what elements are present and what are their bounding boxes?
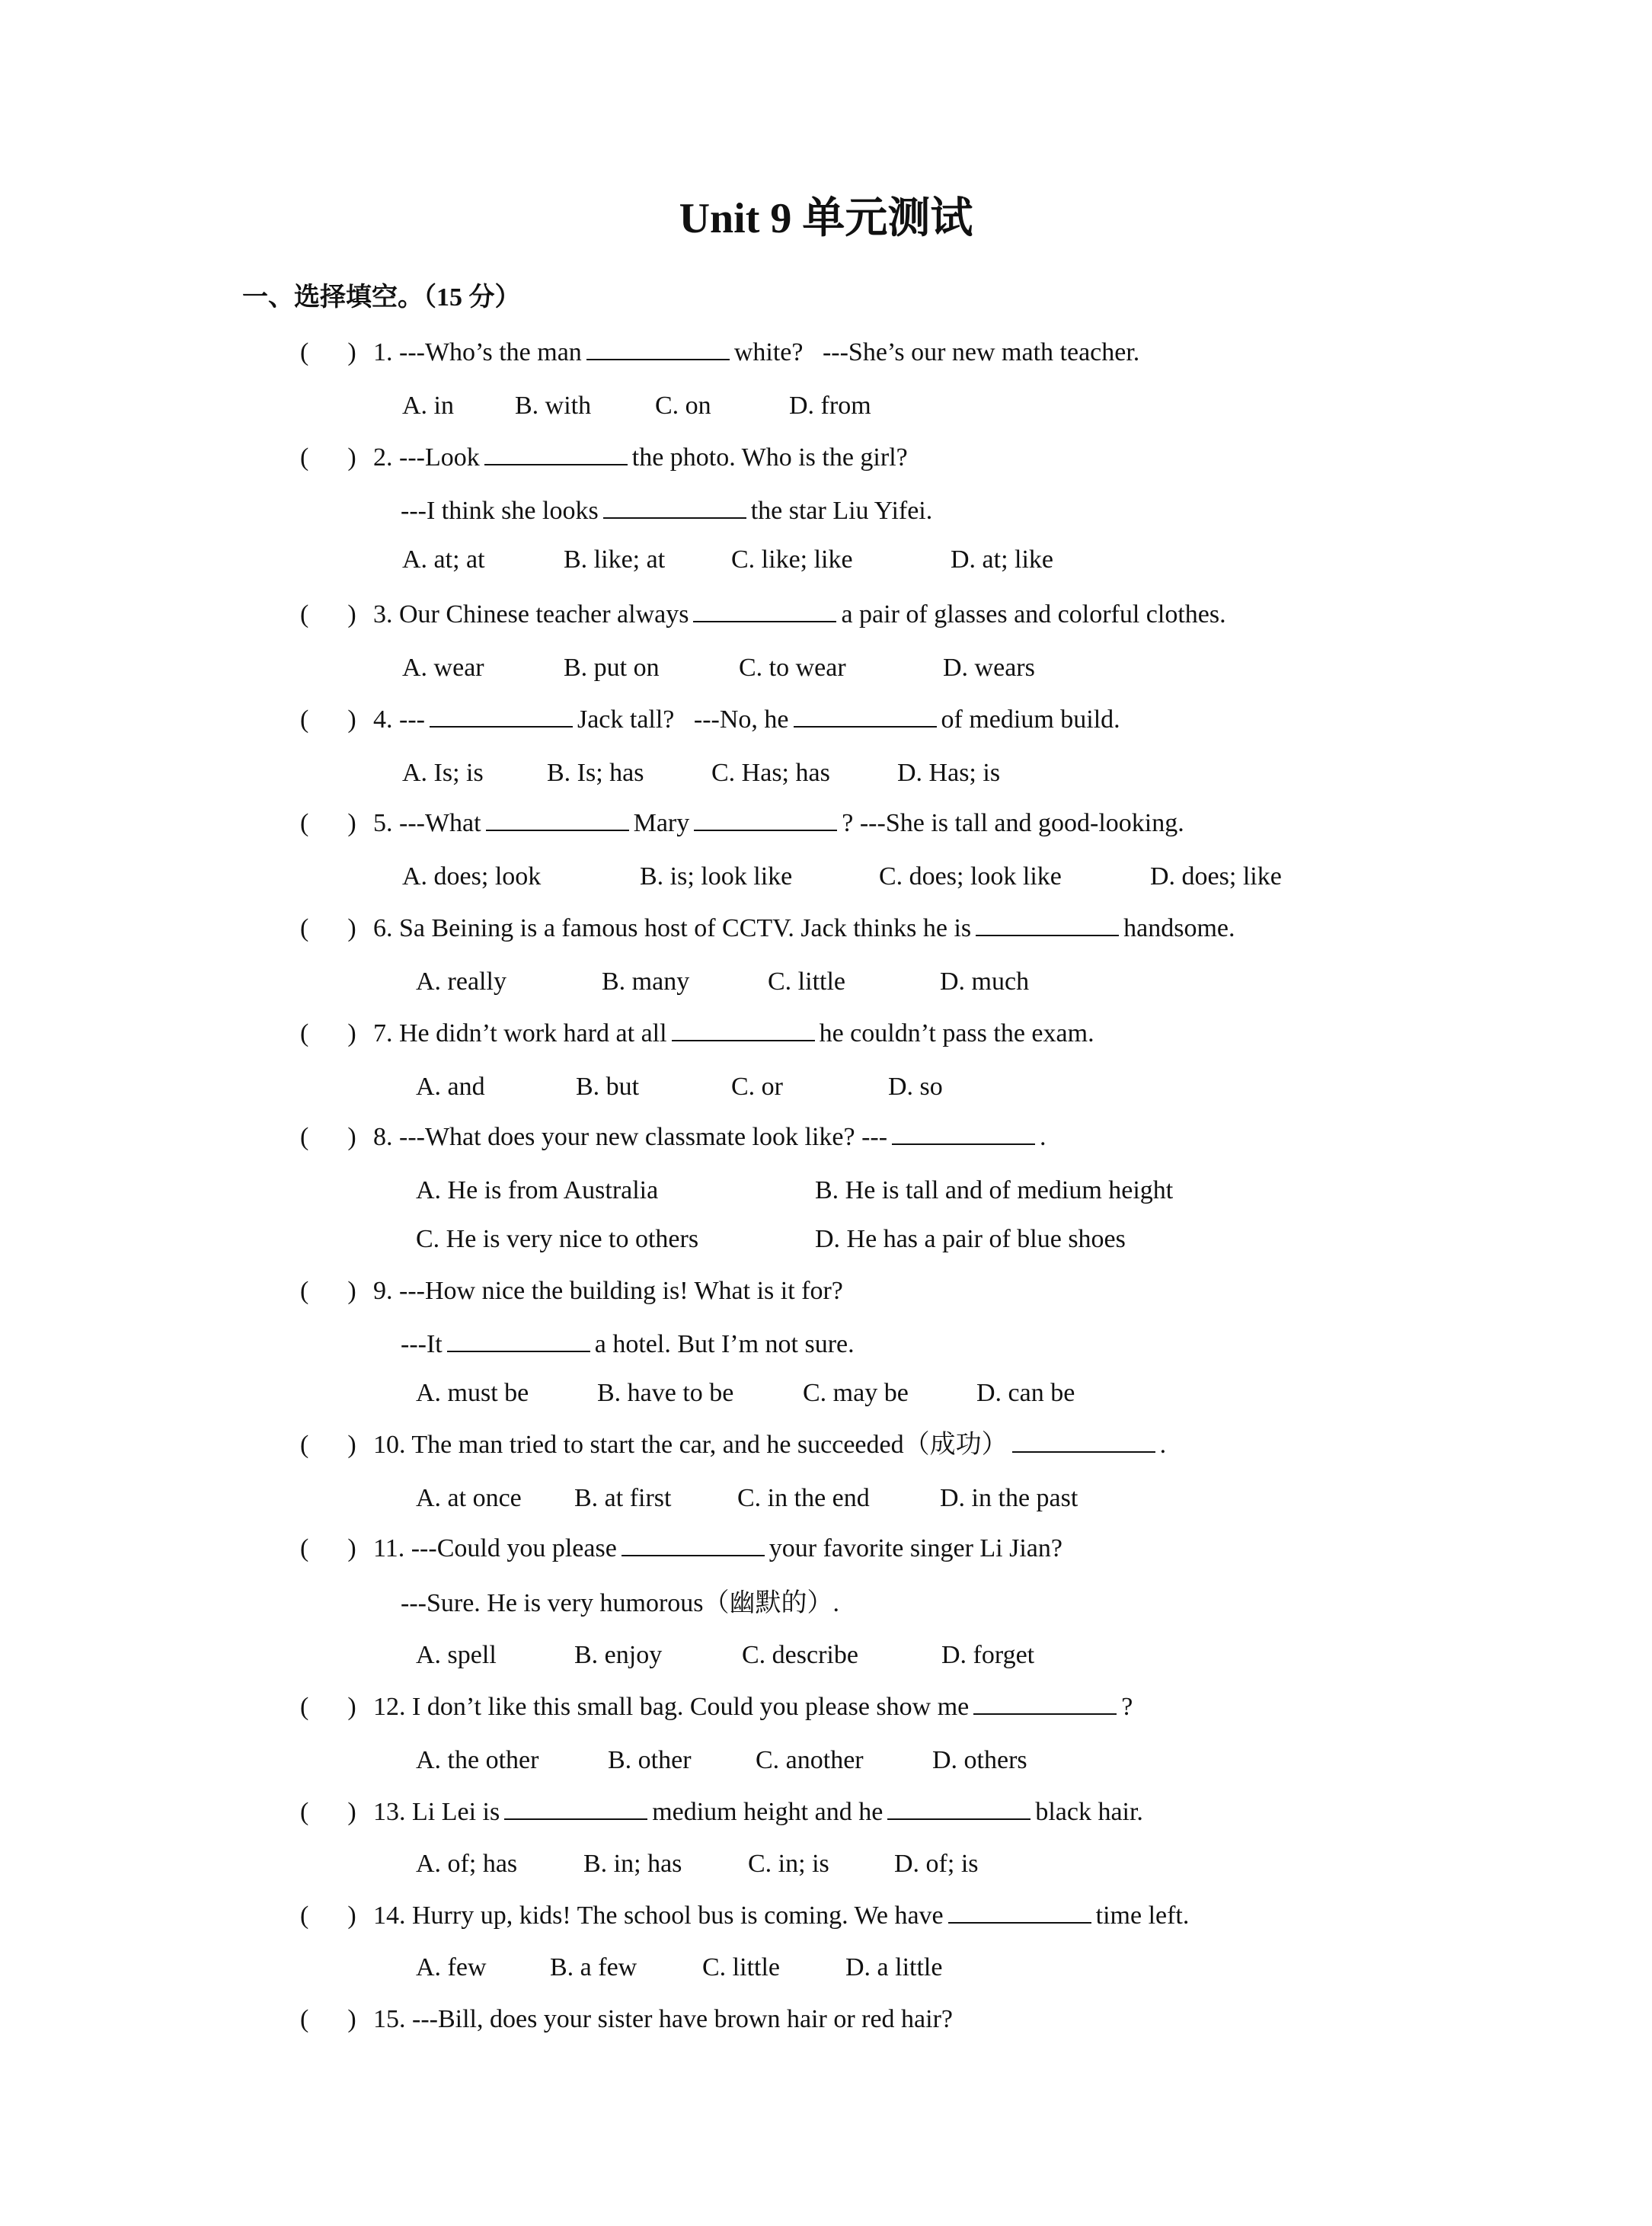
question-text-segment: black hair. [1035,1798,1143,1826]
answer-paren[interactable]: ( ) [300,1019,356,1047]
answer-paren[interactable]: ( ) [300,1798,356,1826]
answer-option[interactable]: D. forget [941,1641,1035,1669]
answer-blank[interactable] [892,1121,1035,1145]
answer-blank[interactable] [586,336,730,360]
answer-paren[interactable]: ( ) [300,1534,356,1562]
answer-option[interactable]: C. another [756,1746,864,1774]
answer-blank[interactable] [887,1796,1031,1820]
question-text [401,494,932,529]
question-text-segment: 13. Li Lei is [373,1798,500,1826]
answer-option[interactable]: C. describe [742,1641,858,1669]
question-text-segment: ? [1121,1693,1133,1721]
answer-blank[interactable] [486,807,629,831]
answer-option[interactable]: D. others [932,1746,1027,1774]
answer-option[interactable]: B. put on [564,654,660,682]
answer-option[interactable]: D. does; like [1150,862,1282,891]
answer-option[interactable]: C. little [702,1953,780,1981]
answer-blank[interactable] [621,1532,765,1556]
answer-option[interactable]: B. Is; has [547,759,644,787]
answer-option[interactable]: B. at first [574,1484,672,1512]
answer-option[interactable]: D. can be [976,1379,1075,1407]
answer-option[interactable]: D. a little [845,1953,943,1981]
question-text [373,2002,953,2037]
answer-option[interactable]: A. really [416,967,506,996]
answer-paren[interactable]: ( ) [300,1123,356,1151]
answer-option[interactable]: A. of; has [416,1850,518,1878]
answer-option[interactable]: B. but [576,1073,640,1101]
answer-option[interactable]: C. like; like [731,545,853,574]
answer-option[interactable]: A. at; at [402,545,485,574]
answer-option[interactable]: C. little [768,967,845,996]
answer-blank[interactable] [430,703,573,728]
answer-option[interactable]: A. wear [402,654,484,682]
answer-blank[interactable] [1012,1428,1155,1453]
answer-option[interactable]: C. on [655,392,711,420]
question-text-segment: 12. I don’t like this small bag. Could you please show me [373,1693,970,1721]
answer-option[interactable]: C. or [731,1073,783,1101]
answer-option[interactable]: C. does; look like [879,862,1062,891]
answer-paren[interactable]: ( ) [300,338,356,366]
question-text [401,1586,839,1621]
question-text-segment: 1. ---Who’s the man [373,338,582,366]
question-text [373,335,1139,370]
answer-option[interactable]: D. so [888,1073,943,1101]
page-title: Unit 9 单元测试 [679,195,973,242]
question-text-segment: ---It [401,1330,443,1358]
question-text-segment: Mary [633,809,690,837]
answer-option[interactable]: B. like; at [564,545,666,574]
answer-option[interactable]: D. wears [943,654,1035,682]
question-text-segment: 3. Our Chinese teacher always [373,600,689,628]
answer-option[interactable]: B. a few [550,1953,637,1981]
answer-blank[interactable] [693,598,836,622]
answer-blank[interactable] [603,494,746,519]
answer-option[interactable]: A. must be [416,1379,529,1407]
answer-option[interactable]: A. spell [416,1641,497,1669]
question-text-segment: of medium build. [941,705,1120,734]
answer-blank[interactable] [447,1328,590,1352]
question-text-segment: your favorite singer Li Jian? [768,1534,1062,1562]
question-text [373,1428,1166,1463]
answer-option[interactable]: A. few [416,1953,487,1981]
question-text-segment: 2. ---Look [373,443,480,472]
question-text [373,1016,1094,1051]
question-text [373,1690,1133,1725]
answer-paren[interactable]: ( ) [300,705,356,734]
question-text-segment: 14. Hurry up, kids! The school bus is coming. We have [373,1901,944,1930]
answer-paren[interactable]: ( ) [300,1693,356,1721]
answer-option[interactable]: C. to wear [739,654,846,682]
question-text-segment: ? ---She is tall and good-looking. [842,809,1184,837]
answer-option[interactable]: A. the other [416,1746,539,1774]
answer-option[interactable]: D. of; is [894,1850,979,1878]
answer-option[interactable]: C. in the end [737,1484,870,1512]
answer-option[interactable]: D. from [789,392,871,420]
question-text-segment: the photo. Who is the girl? [631,443,908,472]
question-text-segment: 6. Sa Beining is a famous host of CCTV. Jack thinks he is [373,914,972,942]
answer-option[interactable]: B. other [608,1746,692,1774]
question-text [373,1120,1046,1155]
question-text [373,597,1226,632]
question-text-segment: Jack tall? ---No, he [577,705,789,734]
answer-option[interactable]: A. does; look [402,862,542,891]
question-text [373,440,908,475]
answer-option[interactable]: B. He is tall and of medium height [815,1176,1174,1204]
answer-option[interactable]: D. He has a pair of blue shoes [815,1225,1126,1253]
question-text [373,806,1184,841]
section-heading: 一、选择填空。（15 分） [242,283,521,312]
question-text-segment: medium height and he [652,1798,884,1826]
answer-option[interactable]: D. in the past [940,1484,1078,1512]
answer-option[interactable]: D. Has; is [897,759,1001,787]
answer-paren[interactable]: ( ) [300,809,356,837]
answer-option[interactable]: C. in; is [748,1850,829,1878]
answer-paren[interactable]: ( ) [300,1901,356,1930]
question-text-segment: 4. --- [373,705,425,734]
answer-option[interactable]: D. much [940,967,1030,996]
answer-blank[interactable] [484,441,628,465]
question-text-segment: 15. ---Bill, does your sister have brown hair or red hair? [373,2005,953,2033]
answer-option[interactable]: B. have to be [597,1379,734,1407]
answer-paren[interactable]: ( ) [300,1431,356,1459]
answer-option[interactable]: C. He is very nice to others [416,1225,699,1253]
answer-blank[interactable] [504,1796,647,1820]
question-text-segment: 7. He didn’t work hard at all [373,1019,667,1047]
question-text-segment: 9. ---How nice the building is! What is it for? [373,1277,843,1305]
answer-option[interactable]: A. Is; is [402,759,484,787]
answer-blank[interactable] [948,1899,1091,1924]
answer-blank[interactable] [976,912,1119,936]
answer-blank[interactable] [973,1690,1117,1715]
answer-option[interactable]: B. is; look like [640,862,793,891]
answer-option[interactable]: B. in; has [583,1850,682,1878]
question-text [401,1327,855,1362]
question-text-segment: ---I think she looks [401,497,599,525]
answer-option[interactable]: C. may be [803,1379,909,1407]
answer-option[interactable]: C. Has; has [711,759,830,787]
question-text-segment: 10. The man tried to start the car, and he succeeded（成功） [373,1431,1008,1459]
question-text [373,702,1120,737]
question-text-segment: handsome. [1123,914,1235,942]
answer-paren[interactable]: ( ) [300,443,356,472]
answer-paren[interactable]: ( ) [300,1277,356,1305]
answer-option[interactable]: A. at once [416,1484,522,1512]
question-text-segment: 5. ---What [373,809,481,837]
answer-blank[interactable] [694,807,837,831]
question-text-segment: 8. ---What does your new classmate look like? --- [373,1123,888,1151]
question-text [373,1898,1189,1933]
question-text [373,1274,843,1309]
question-text-segment: the star Liu Yifei. [750,497,933,525]
question-text-segment: . [1159,1431,1167,1459]
answer-blank[interactable] [672,1017,815,1041]
question-text [373,1531,1062,1566]
answer-option[interactable]: A. He is from Australia [416,1176,659,1204]
answer-paren[interactable]: ( ) [300,2005,356,2033]
question-text-segment: a pair of glasses and colorful clothes. [841,600,1226,628]
question-text [373,1795,1143,1830]
answer-paren[interactable]: ( ) [300,914,356,942]
answer-option[interactable]: B. with [515,392,592,420]
question-text-segment: time left. [1095,1901,1190,1930]
question-text-segment: 11. ---Could you please [373,1534,617,1562]
answer-blank[interactable] [794,703,937,728]
question-text-segment: white? ---She’s our new math teacher. [733,338,1140,366]
question-text [373,911,1235,946]
answer-option[interactable]: A. in [402,392,454,420]
question-text-segment: he couldn’t pass the exam. [819,1019,1094,1047]
question-text-segment: a hotel. But I’m not sure. [594,1330,855,1358]
question-text-segment: . [1040,1123,1046,1151]
answer-option[interactable]: D. at; like [951,545,1054,574]
question-text-segment: ---Sure. He is very humorous（幽默的）. [401,1589,840,1617]
answer-option[interactable]: B. many [602,967,690,996]
answer-option[interactable]: A. and [416,1073,485,1101]
answer-option[interactable]: B. enjoy [574,1641,663,1669]
answer-paren[interactable]: ( ) [300,600,356,628]
